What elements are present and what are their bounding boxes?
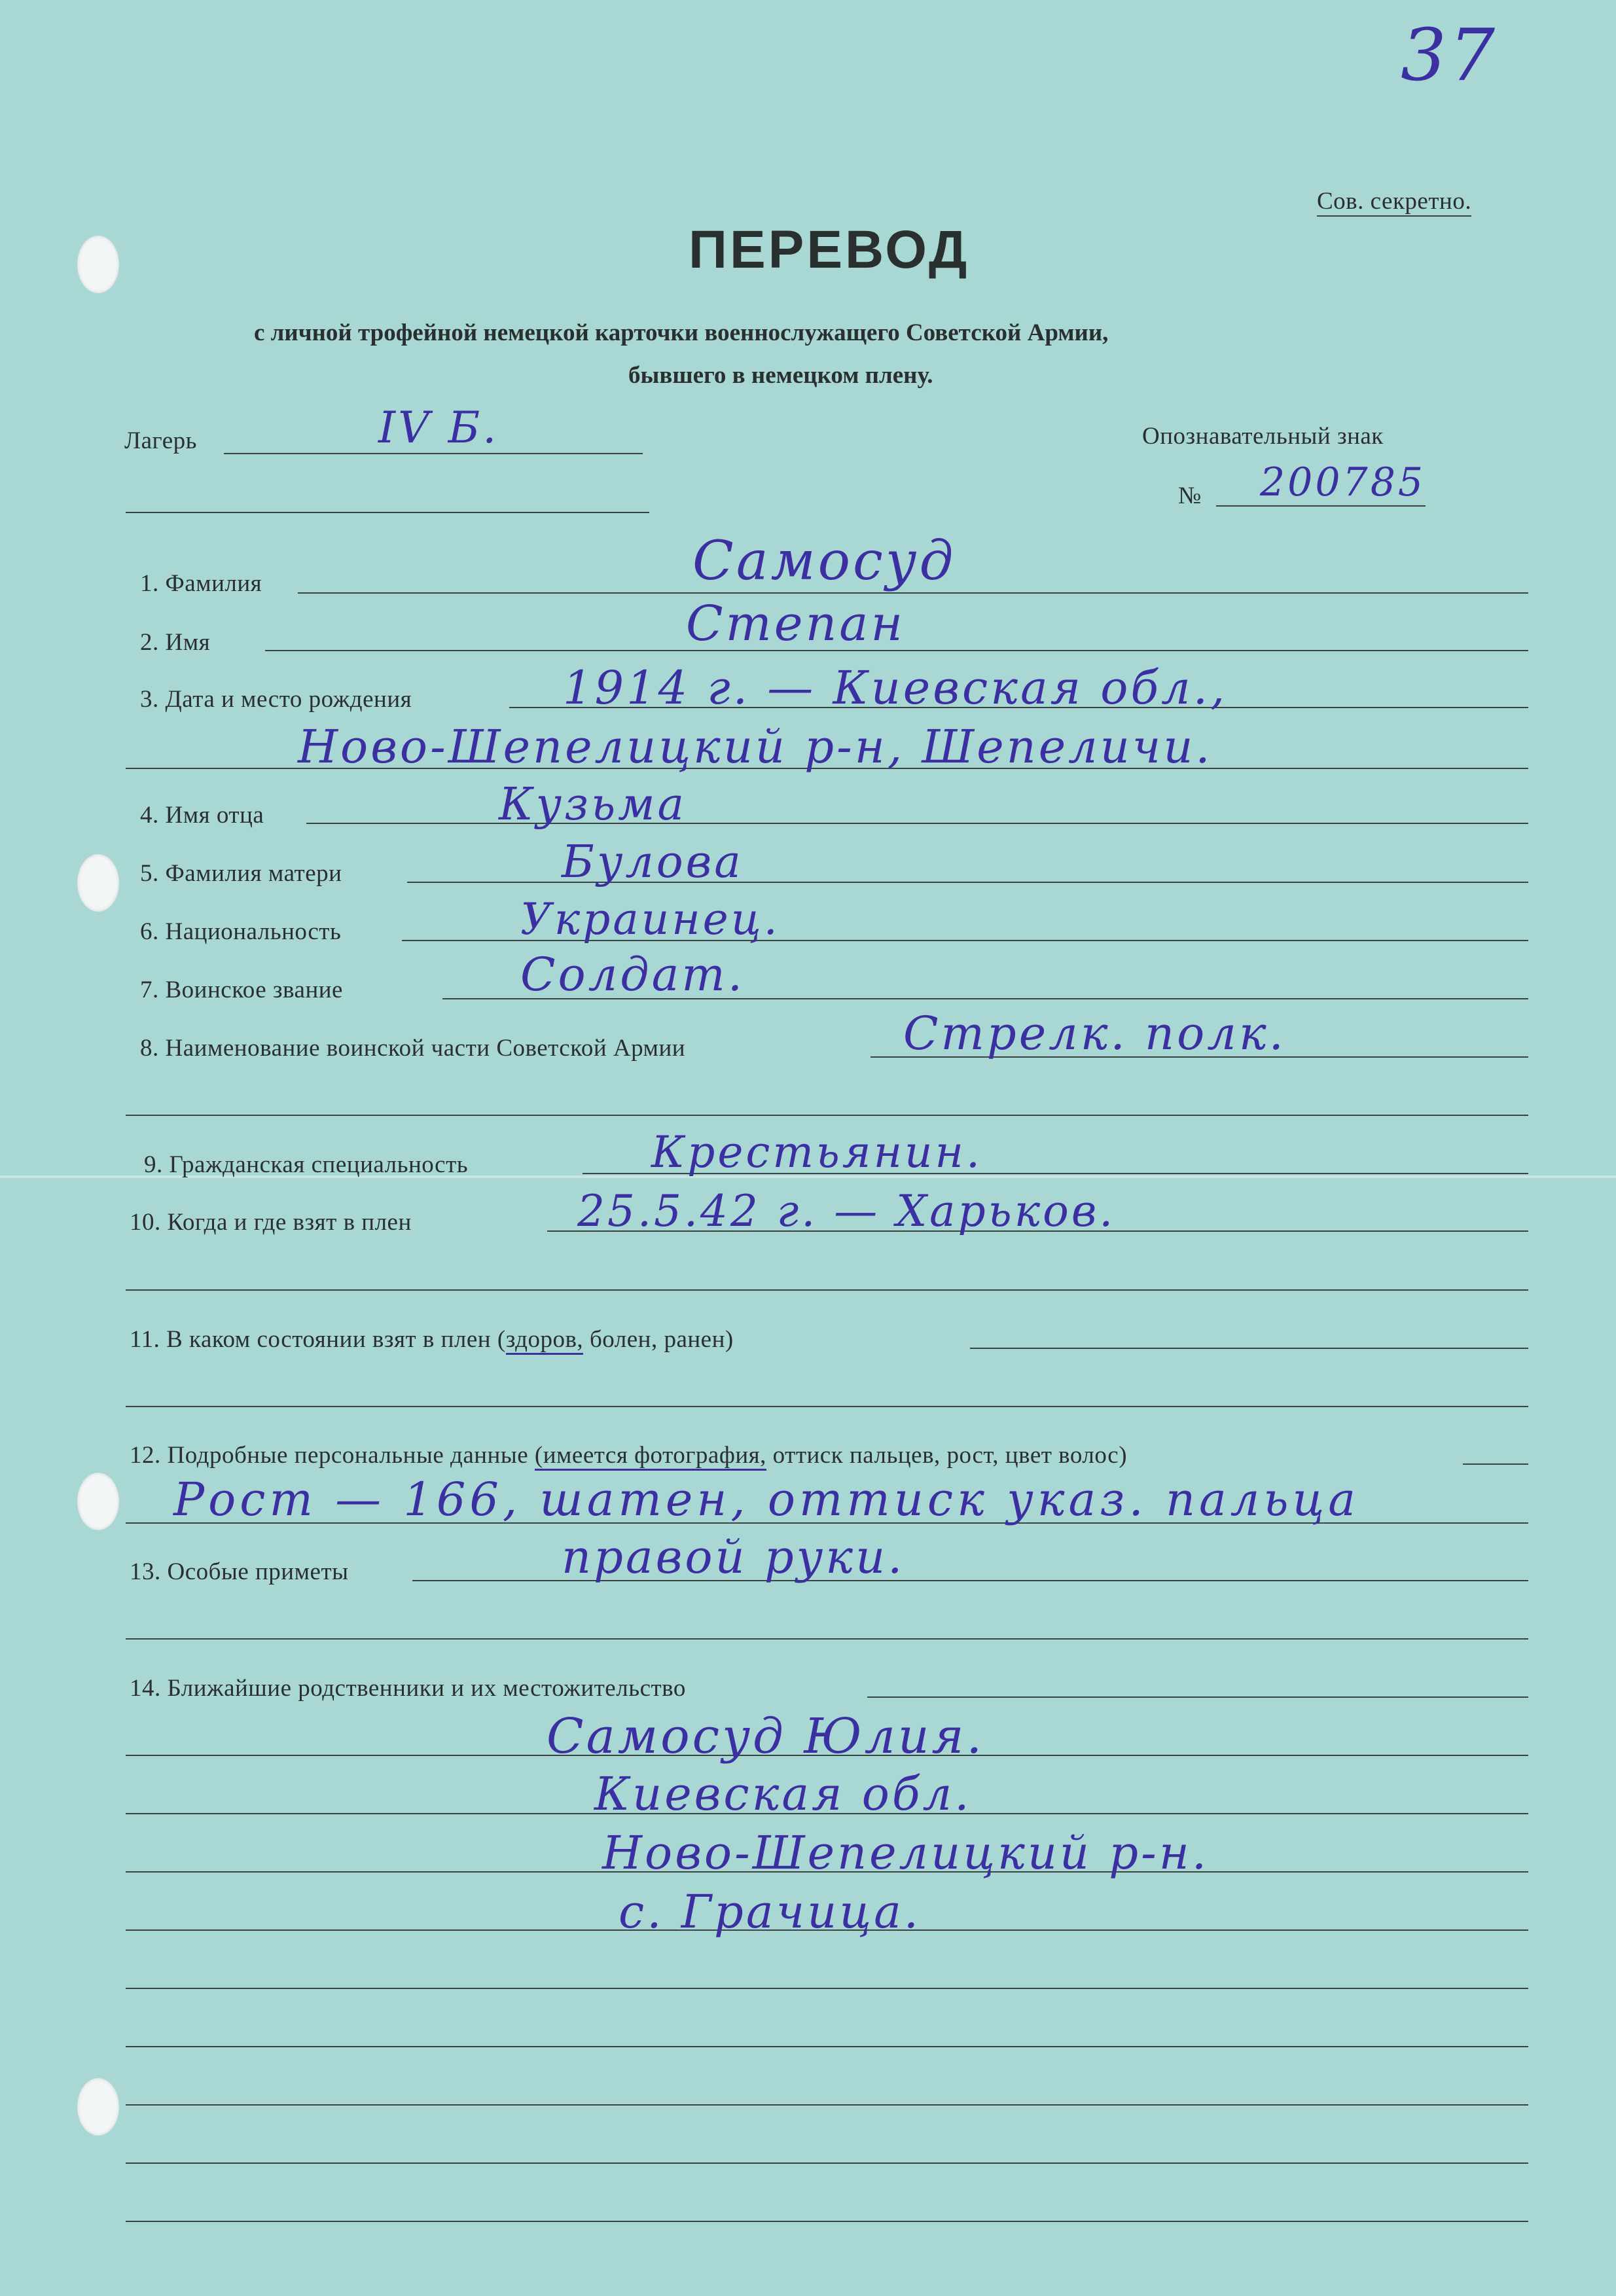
- camp-value: IV Б.: [378, 403, 499, 453]
- field-name-value: Степан: [686, 596, 906, 652]
- field-rank-label: 7. Воинское звание: [140, 977, 343, 1003]
- document-title: ПЕРЕВОД: [689, 220, 970, 279]
- subtitle-line-2: бывшего в немецком плену.: [628, 362, 933, 389]
- field-marks-label: 13. Особые приметы: [130, 1558, 349, 1585]
- field-personal-options: оттиск пальцев, рост, цвет волос): [772, 1442, 1128, 1469]
- field-unit-label: 8. Наименование воинской части Советской Армии: [140, 1035, 686, 1062]
- field-profession-label: 9. Гражданская специальность: [144, 1151, 469, 1178]
- field-rank-value: Солдат.: [520, 948, 745, 1001]
- field-surname-value: Самосуд: [692, 530, 956, 592]
- field-condition-healthy: здоров,: [506, 1326, 584, 1355]
- punch-hole: [77, 236, 119, 293]
- punch-hole: [77, 1473, 119, 1530]
- field-relatives-label: 14. Ближайшие родственники и их местожительство: [130, 1675, 686, 1702]
- page-number: 37: [1401, 13, 1498, 97]
- relatives-line-1: Самосуд Юлия.: [547, 1708, 985, 1765]
- id-tag-value: 200785: [1260, 459, 1426, 505]
- field-captured-value: 25.5.42 г. — Харьков.: [577, 1186, 1116, 1236]
- field-personal-value: Рост — 166, шатен, оттиск указ. пальца: [173, 1473, 1360, 1526]
- relatives-line-3: Ново-Шепелицкий р-н.: [602, 1826, 1210, 1880]
- field-birth-label: 3. Дата и место рождения: [140, 686, 412, 713]
- field-birth-value-line2: Ново-Шепелицкий р-н, Шепеличи.: [298, 720, 1213, 774]
- relatives-line-2: Киевская обл.: [594, 1767, 972, 1821]
- field-personal-row: [130, 1441, 1127, 1469]
- field-marks-value: правой руки.: [562, 1530, 905, 1584]
- subtitle-line-1: с личной трофейной немецкой карточки военнослужащего Советской Армии,: [254, 319, 1109, 346]
- field-personal-label: 12. Подробные персональные данные: [130, 1442, 529, 1469]
- field-mother-value: Булова: [562, 836, 744, 888]
- punch-hole: [77, 854, 119, 912]
- field-personal-photo: (имеется фотография,: [535, 1442, 766, 1471]
- field-mother-label: 5. Фамилия матери: [140, 860, 342, 887]
- field-condition-open: (: [497, 1326, 506, 1353]
- field-condition-row: [130, 1325, 734, 1354]
- camp-label: Лагерь: [124, 427, 198, 454]
- id-tag-label: Опознавательный знак: [1142, 423, 1384, 450]
- field-unit-value: Стрелк. полк.: [903, 1007, 1286, 1060]
- field-father-label: 4. Имя отца: [140, 802, 264, 829]
- field-profession-value: Крестьянин.: [651, 1127, 982, 1177]
- classification-label: Сов. секретно.: [1317, 187, 1471, 217]
- id-tag-number-sign: №: [1178, 482, 1202, 509]
- field-name-label: 2. Имя: [140, 629, 211, 656]
- field-condition-label: 11. В каком состоянии взят в плен: [130, 1326, 492, 1353]
- field-surname-label: 1. Фамилия: [140, 570, 262, 597]
- field-condition-options: болен, ранен): [589, 1326, 734, 1353]
- field-nationality-value: Украинец.: [520, 894, 780, 944]
- punch-hole: [77, 2078, 119, 2136]
- field-birth-value: 1914 г. — Киевская обл.,: [563, 661, 1228, 715]
- relatives-line-4: с. Грачица.: [619, 1885, 922, 1939]
- field-nationality-label: 6. Национальность: [140, 918, 342, 945]
- field-father-value: Кузьма: [499, 779, 687, 831]
- field-captured-label: 10. Когда и где взят в плен: [130, 1209, 412, 1236]
